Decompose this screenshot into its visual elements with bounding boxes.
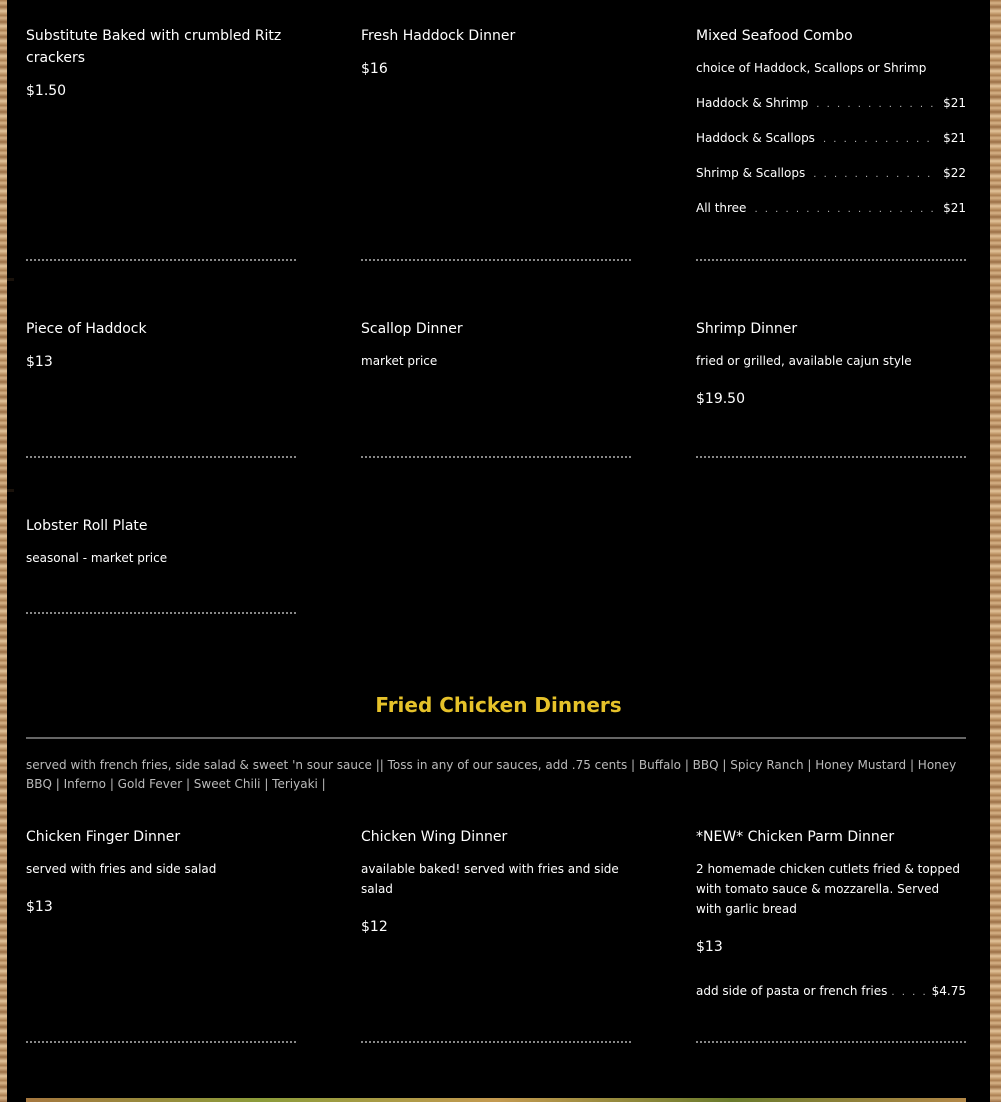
menu-item-haddock-dinner xyxy=(361,25,631,79)
item-name: Substitute Baked with crumbled Ritz crackers xyxy=(26,28,282,66)
item-name: Chicken Finger Dinner xyxy=(26,829,181,845)
section-note: served with french fries, side salad & sweet 'n sour sauce || Toss in any of our sauces, add .75 cents | Buffalo | BBQ | Spicy Ranch | Honey Mustard | Honey BBQ | Inferno | Gold Fever | Sweet Chili | Teriyaki | xyxy=(26,758,957,791)
option-label: All three xyxy=(696,201,747,215)
leader-dots xyxy=(754,201,935,219)
item-price: $12 xyxy=(361,919,388,935)
combo-option xyxy=(696,94,966,114)
panel-edge-mark xyxy=(7,489,14,492)
wood-border-right xyxy=(990,0,1001,1102)
item-name: Lobster Roll Plate xyxy=(26,518,148,534)
item-divider xyxy=(696,1038,966,1043)
item-divider xyxy=(361,1038,631,1043)
item-divider xyxy=(26,609,296,614)
item-name: Piece of Haddock xyxy=(26,321,147,337)
item-name: Shrimp Dinner xyxy=(696,321,798,337)
menu-item-ritz xyxy=(26,25,296,101)
item-divider xyxy=(696,453,966,458)
option-label: Haddock & Shrimp xyxy=(696,96,809,110)
item-description: market price xyxy=(361,354,438,368)
item-divider xyxy=(696,256,966,261)
option-label: Shrimp & Scallops xyxy=(696,166,806,180)
leader-dots xyxy=(891,984,927,1002)
food-photo-strip xyxy=(26,1098,966,1102)
item-price: $13 xyxy=(696,939,723,955)
item-description: served with fries and side salad xyxy=(26,862,217,876)
option-label: Haddock & Scallops xyxy=(696,131,815,145)
item-divider xyxy=(26,256,296,261)
combo-option xyxy=(696,129,966,149)
menu-item-shrimp-dinner xyxy=(696,318,966,409)
item-price: $13 xyxy=(26,354,53,370)
leader-dots xyxy=(816,96,935,114)
item-price: $19.50 xyxy=(696,391,745,407)
combo-option xyxy=(696,164,966,184)
item-description: fried or grilled, available cajun style xyxy=(696,354,912,368)
option-price: $22 xyxy=(943,166,966,180)
menu-panel xyxy=(7,0,990,1102)
item-description: seasonal - market price xyxy=(26,551,168,565)
option-price: $21 xyxy=(943,131,966,145)
item-name: Scallop Dinner xyxy=(361,321,463,337)
menu-item-chicken-wing xyxy=(361,826,623,937)
menu-item-piece-haddock xyxy=(26,318,296,372)
item-name: Chicken Wing Dinner xyxy=(361,829,508,845)
addon-label: add side of pasta or french fries xyxy=(696,984,888,998)
item-divider xyxy=(26,453,296,458)
menu-item-chicken-parm xyxy=(696,826,966,1002)
item-divider xyxy=(361,453,631,458)
option-price: $21 xyxy=(943,96,966,110)
section-rule xyxy=(26,737,966,739)
leader-dots xyxy=(813,166,935,184)
menu-item-chicken-finger xyxy=(26,826,296,917)
combo-option xyxy=(696,199,966,219)
item-description: 2 homemade chicken cutlets fried & topped with tomato sauce & mozzarella. Served with garlic bread xyxy=(696,862,960,916)
item-description: available baked! served with fries and side salad xyxy=(361,862,619,896)
wood-border-left xyxy=(0,0,7,1102)
menu-item-scallop-dinner xyxy=(361,318,631,371)
item-price: $1.50 xyxy=(26,83,67,99)
addon-row xyxy=(696,982,966,1002)
menu-item-seafood-combo xyxy=(696,25,966,219)
item-name: *NEW* Chicken Parm Dinner xyxy=(696,829,895,845)
item-price: $16 xyxy=(361,61,388,77)
item-divider xyxy=(26,1038,296,1043)
menu-item-lobster-roll xyxy=(26,515,296,568)
section-title: Fried Chicken Dinners xyxy=(375,693,622,717)
item-price: $13 xyxy=(26,899,53,915)
option-price: $21 xyxy=(943,201,966,215)
item-description: choice of Haddock, Scallops or Shrimp xyxy=(696,61,927,75)
addon-price: $4.75 xyxy=(931,984,966,998)
leader-dots xyxy=(823,131,935,149)
item-name: Mixed Seafood Combo xyxy=(696,28,853,44)
item-divider xyxy=(361,256,631,261)
panel-edge-mark xyxy=(7,278,14,281)
item-name: Fresh Haddock Dinner xyxy=(361,28,516,44)
